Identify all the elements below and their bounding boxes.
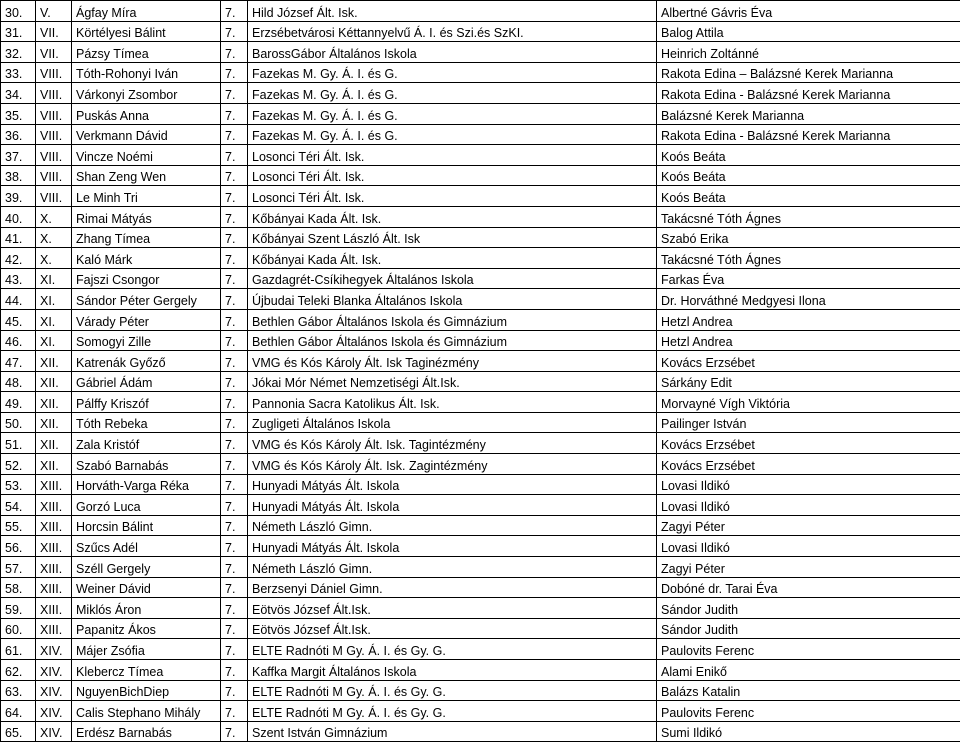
district-cell: XI.	[36, 309, 72, 330]
grade-cell: 7.	[221, 248, 248, 269]
student-name-cell: Shan Zeng Wen	[72, 165, 221, 186]
teacher-cell: Lovasi Ildikó	[657, 474, 960, 495]
grade-cell: 7.	[221, 62, 248, 83]
grade-cell: 7.	[221, 371, 248, 392]
school-cell: Németh László Gimn.	[248, 557, 657, 578]
school-cell: BarossGábor Általános Iskola	[248, 42, 657, 63]
rank-cell: 43.	[1, 268, 36, 289]
grade-cell: 7.	[221, 680, 248, 701]
district-cell: XIII.	[36, 577, 72, 598]
student-name-cell: Szűcs Adél	[72, 536, 221, 557]
table-row	[1, 412, 960, 433]
teacher-cell: Takácsné Tóth Ágnes	[657, 248, 960, 269]
grade-cell: 7.	[221, 351, 248, 372]
student-name-cell: Papanitz Ákos	[72, 618, 221, 639]
student-name-cell: Rimai Mátyás	[72, 206, 221, 227]
teacher-cell: Takácsné Tóth Ágnes	[657, 206, 960, 227]
grade-cell: 7.	[221, 454, 248, 475]
teacher-cell: Heinrich Zoltánné	[657, 42, 960, 63]
teacher-cell: Sándor Judith	[657, 618, 960, 639]
teacher-cell: Sárkány Edit	[657, 371, 960, 392]
grade-cell: 7.	[221, 103, 248, 124]
rank-cell: 57.	[1, 557, 36, 578]
table-row	[1, 577, 960, 598]
teacher-cell: Farkas Éva	[657, 268, 960, 289]
grade-cell: 7.	[221, 577, 248, 598]
district-cell: XIII.	[36, 495, 72, 516]
teacher-cell: Alami Enikő	[657, 660, 960, 681]
district-cell: XIII.	[36, 474, 72, 495]
student-name-cell: Fajszi Csongor	[72, 268, 221, 289]
grade-cell: 7.	[221, 515, 248, 536]
student-name-cell: Széll Gergely	[72, 557, 221, 578]
teacher-cell: Kovács Erzsébet	[657, 351, 960, 372]
student-name-cell: Horváth-Varga Réka	[72, 474, 221, 495]
student-name-cell: Miklós Áron	[72, 598, 221, 619]
grade-cell: 7.	[221, 557, 248, 578]
table-row	[1, 474, 960, 495]
school-cell: ELTE Radnóti M Gy. Á. I. és Gy. G.	[248, 639, 657, 660]
teacher-cell: Hetzl Andrea	[657, 330, 960, 351]
district-cell: VIII.	[36, 62, 72, 83]
school-cell: Bethlen Gábor Általános Iskola és Gimnázium	[248, 309, 657, 330]
district-cell: VII.	[36, 21, 72, 42]
grade-cell: 7.	[221, 1, 248, 22]
rank-cell: 30.	[1, 1, 36, 22]
district-cell: X.	[36, 227, 72, 248]
school-cell: Pannonia Sacra Katolikus Ált. Isk.	[248, 392, 657, 413]
table-row	[1, 598, 960, 619]
school-cell: Kőbányai Kada Ált. Isk.	[248, 248, 657, 269]
rank-cell: 44.	[1, 289, 36, 310]
school-cell: Berzsenyi Dániel Gimn.	[248, 577, 657, 598]
grade-cell: 7.	[221, 660, 248, 681]
school-cell: VMG és Kós Károly Ált. Isk Taginézmény	[248, 351, 657, 372]
teacher-cell: Paulovits Ferenc	[657, 639, 960, 660]
teacher-cell: Balázs Katalin	[657, 680, 960, 701]
school-cell: Újbudai Teleki Blanka Általános Iskola	[248, 289, 657, 310]
student-name-cell: Somogyi Zille	[72, 330, 221, 351]
table-row	[1, 392, 960, 413]
grade-cell: 7.	[221, 618, 248, 639]
school-cell: Hunyadi Mátyás Ált. Iskola	[248, 495, 657, 516]
district-cell: VIII.	[36, 124, 72, 145]
rank-cell: 40.	[1, 206, 36, 227]
district-cell: XII.	[36, 371, 72, 392]
rank-cell: 32.	[1, 42, 36, 63]
teacher-cell: Kovács Erzsébet	[657, 433, 960, 454]
grade-cell: 7.	[221, 227, 248, 248]
school-cell: Hunyadi Mátyás Ált. Iskola	[248, 536, 657, 557]
district-cell: VIII.	[36, 83, 72, 104]
teacher-cell: Lovasi Ildikó	[657, 536, 960, 557]
teacher-cell: Hetzl Andrea	[657, 309, 960, 330]
grade-cell: 7.	[221, 42, 248, 63]
student-name-cell: Verkmann Dávid	[72, 124, 221, 145]
student-name-cell: Vincze Noémi	[72, 145, 221, 166]
grade-cell: 7.	[221, 289, 248, 310]
grade-cell: 7.	[221, 21, 248, 42]
results-table-body	[1, 1, 960, 742]
student-name-cell: Gábriel Ádám	[72, 371, 221, 392]
table-row	[1, 536, 960, 557]
rank-cell: 47.	[1, 351, 36, 372]
district-cell: VIII.	[36, 165, 72, 186]
school-cell: Eötvös József Ált.Isk.	[248, 618, 657, 639]
table-row	[1, 1, 960, 22]
teacher-cell: Rakota Edina – Balázsné Kerek Marianna	[657, 62, 960, 83]
school-cell: Fazekas M. Gy. Á. I. és G.	[248, 124, 657, 145]
rank-cell: 38.	[1, 165, 36, 186]
district-cell: VIII.	[36, 103, 72, 124]
student-name-cell: Pálffy Kriszóf	[72, 392, 221, 413]
student-name-cell: Ágfay Míra	[72, 1, 221, 22]
student-name-cell: Zhang Tímea	[72, 227, 221, 248]
teacher-cell: Balázsné Kerek Marianna	[657, 103, 960, 124]
teacher-cell: Dobóné dr. Tarai Éva	[657, 577, 960, 598]
table-row	[1, 62, 960, 83]
district-cell: X.	[36, 248, 72, 269]
table-row	[1, 557, 960, 578]
table-row	[1, 206, 960, 227]
table-row	[1, 21, 960, 42]
teacher-cell: Koós Beáta	[657, 186, 960, 207]
school-cell: Jókai Mór Német Nemzetiségi Ált.Isk.	[248, 371, 657, 392]
table-row	[1, 165, 960, 186]
grade-cell: 7.	[221, 330, 248, 351]
rank-cell: 35.	[1, 103, 36, 124]
table-row	[1, 103, 960, 124]
rank-cell: 63.	[1, 680, 36, 701]
student-name-cell: Weiner Dávid	[72, 577, 221, 598]
table-row	[1, 289, 960, 310]
rank-cell: 50.	[1, 412, 36, 433]
grade-cell: 7.	[221, 124, 248, 145]
district-cell: V.	[36, 1, 72, 22]
rank-cell: 31.	[1, 21, 36, 42]
district-cell: XIII.	[36, 557, 72, 578]
school-cell: Eötvös József Ált.Isk.	[248, 598, 657, 619]
table-row	[1, 371, 960, 392]
rank-cell: 58.	[1, 577, 36, 598]
school-cell: ELTE Radnóti M Gy. Á. I. és Gy. G.	[248, 701, 657, 722]
grade-cell: 7.	[221, 536, 248, 557]
student-name-cell: Kaló Márk	[72, 248, 221, 269]
teacher-cell: Morvayné Vígh Viktória	[657, 392, 960, 413]
grade-cell: 7.	[221, 268, 248, 289]
grade-cell: 7.	[221, 598, 248, 619]
rank-cell: 45.	[1, 309, 36, 330]
grade-cell: 7.	[221, 474, 248, 495]
teacher-cell: Szabó Erika	[657, 227, 960, 248]
grade-cell: 7.	[221, 433, 248, 454]
student-name-cell: NguyenBichDiep	[72, 680, 221, 701]
school-cell: Gazdagrét-Csíkihegyek Általános Iskola	[248, 268, 657, 289]
grade-cell: 7.	[221, 186, 248, 207]
table-row	[1, 309, 960, 330]
district-cell: XIV.	[36, 701, 72, 722]
grade-cell: 7.	[221, 701, 248, 722]
school-cell: Losonci Téri Ált. Isk.	[248, 145, 657, 166]
school-cell: VMG és Kós Károly Ált. Isk. Tagintézmény	[248, 433, 657, 454]
rank-cell: 55.	[1, 515, 36, 536]
district-cell: XII.	[36, 392, 72, 413]
school-cell: Kőbányai Szent László Ált. Isk	[248, 227, 657, 248]
rank-cell: 41.	[1, 227, 36, 248]
table-row	[1, 83, 960, 104]
school-cell: Hunyadi Mátyás Ált. Iskola	[248, 474, 657, 495]
teacher-cell: Paulovits Ferenc	[657, 701, 960, 722]
rank-cell: 53.	[1, 474, 36, 495]
school-cell: Losonci Téri Ált. Isk.	[248, 186, 657, 207]
table-row	[1, 618, 960, 639]
school-cell: Losonci Téri Ált. Isk.	[248, 165, 657, 186]
school-cell: Németh László Gimn.	[248, 515, 657, 536]
student-name-cell: Sándor Péter Gergely	[72, 289, 221, 310]
table-row	[1, 145, 960, 166]
teacher-cell: Kovács Erzsébet	[657, 454, 960, 475]
grade-cell: 7.	[221, 639, 248, 660]
rank-cell: 51.	[1, 433, 36, 454]
student-name-cell: Horcsin Bálint	[72, 515, 221, 536]
student-name-cell: Zala Kristóf	[72, 433, 221, 454]
rank-cell: 59.	[1, 598, 36, 619]
district-cell: VIII.	[36, 145, 72, 166]
district-cell: XIII.	[36, 515, 72, 536]
table-row	[1, 433, 960, 454]
grade-cell: 7.	[221, 721, 248, 742]
student-name-cell: Várady Péter	[72, 309, 221, 330]
table-row	[1, 330, 960, 351]
table-row	[1, 248, 960, 269]
rank-cell: 56.	[1, 536, 36, 557]
teacher-cell: Zagyi Péter	[657, 557, 960, 578]
school-cell: Szent István Gimnázium	[248, 721, 657, 742]
table-row	[1, 124, 960, 145]
student-name-cell: Tóth Rebeka	[72, 412, 221, 433]
table-row	[1, 639, 960, 660]
rank-cell: 36.	[1, 124, 36, 145]
student-name-cell: Pázsy Tímea	[72, 42, 221, 63]
school-cell: Erzsébetvárosi Kéttannyelvű Á. I. és Szi.és SzKI.	[248, 21, 657, 42]
district-cell: X.	[36, 206, 72, 227]
table-row	[1, 351, 960, 372]
rank-cell: 33.	[1, 62, 36, 83]
school-cell: Bethlen Gábor Általános Iskola és Gimnázium	[248, 330, 657, 351]
district-cell: XII.	[36, 433, 72, 454]
rank-cell: 62.	[1, 660, 36, 681]
rank-cell: 65.	[1, 721, 36, 742]
teacher-cell: Koós Beáta	[657, 145, 960, 166]
rank-cell: 37.	[1, 145, 36, 166]
district-cell: XI.	[36, 330, 72, 351]
grade-cell: 7.	[221, 165, 248, 186]
district-cell: XII.	[36, 454, 72, 475]
rank-cell: 52.	[1, 454, 36, 475]
rank-cell: 48.	[1, 371, 36, 392]
teacher-cell: Rakota Edina - Balázsné Kerek Marianna	[657, 124, 960, 145]
district-cell: XIV.	[36, 660, 72, 681]
rank-cell: 61.	[1, 639, 36, 660]
school-cell: VMG és Kós Károly Ált. Isk. Zagintézmény	[248, 454, 657, 475]
district-cell: XIV.	[36, 721, 72, 742]
teacher-cell: Balog Attila	[657, 21, 960, 42]
district-cell: XIII.	[36, 598, 72, 619]
table-row	[1, 227, 960, 248]
school-cell: Fazekas M. Gy. Á. I. és G.	[248, 103, 657, 124]
grade-cell: 7.	[221, 145, 248, 166]
student-name-cell: Körtélyesi Bálint	[72, 21, 221, 42]
teacher-cell: Dr. Horváthné Medgyesi Ilona	[657, 289, 960, 310]
rank-cell: 54.	[1, 495, 36, 516]
student-name-cell: Szabó Barnabás	[72, 454, 221, 475]
student-name-cell: Klebercz Tímea	[72, 660, 221, 681]
teacher-cell: Sándor Judith	[657, 598, 960, 619]
student-name-cell: Puskás Anna	[72, 103, 221, 124]
district-cell: VII.	[36, 42, 72, 63]
district-cell: VIII.	[36, 186, 72, 207]
table-row	[1, 515, 960, 536]
district-cell: XIV.	[36, 639, 72, 660]
district-cell: XIV.	[36, 680, 72, 701]
teacher-cell: Lovasi Ildikó	[657, 495, 960, 516]
student-name-cell: Gorzó Luca	[72, 495, 221, 516]
rank-cell: 34.	[1, 83, 36, 104]
student-name-cell: Májer Zsófia	[72, 639, 221, 660]
teacher-cell: Koós Beáta	[657, 165, 960, 186]
rank-cell: 42.	[1, 248, 36, 269]
district-cell: XIII.	[36, 618, 72, 639]
grade-cell: 7.	[221, 392, 248, 413]
rank-cell: 46.	[1, 330, 36, 351]
table-row	[1, 454, 960, 475]
school-cell: ELTE Radnóti M Gy. Á. I. és Gy. G.	[248, 680, 657, 701]
grade-cell: 7.	[221, 83, 248, 104]
table-row	[1, 186, 960, 207]
rank-cell: 64.	[1, 701, 36, 722]
student-name-cell: Calis Stephano Mihály	[72, 701, 221, 722]
grade-cell: 7.	[221, 206, 248, 227]
district-cell: XIII.	[36, 536, 72, 557]
table-row	[1, 701, 960, 722]
rank-cell: 39.	[1, 186, 36, 207]
school-cell: Kőbányai Kada Ált. Isk.	[248, 206, 657, 227]
district-cell: XI.	[36, 268, 72, 289]
district-cell: XII.	[36, 351, 72, 372]
rank-cell: 60.	[1, 618, 36, 639]
student-name-cell: Katrenák Győző	[72, 351, 221, 372]
district-cell: XII.	[36, 412, 72, 433]
school-cell: Fazekas M. Gy. Á. I. és G.	[248, 62, 657, 83]
student-name-cell: Erdész Barnabás	[72, 721, 221, 742]
student-name-cell: Le Minh Tri	[72, 186, 221, 207]
teacher-cell: Zagyi Péter	[657, 515, 960, 536]
school-cell: Hild József Ált. Isk.	[248, 1, 657, 22]
student-name-cell: Várkonyi Zsombor	[72, 83, 221, 104]
table-row	[1, 660, 960, 681]
table-row	[1, 680, 960, 701]
table-row	[1, 721, 960, 742]
grade-cell: 7.	[221, 412, 248, 433]
table-row	[1, 495, 960, 516]
student-name-cell: Tóth-Rohonyi Iván	[72, 62, 221, 83]
school-cell: Zugligeti Általános Iskola	[248, 412, 657, 433]
teacher-cell: Albertné Gávris Éva	[657, 1, 960, 22]
teacher-cell: Pailinger István	[657, 412, 960, 433]
table-row	[1, 268, 960, 289]
school-cell: Kaffka Margit Általános Iskola	[248, 660, 657, 681]
rank-cell: 49.	[1, 392, 36, 413]
school-cell: Fazekas M. Gy. Á. I. és G.	[248, 83, 657, 104]
district-cell: XI.	[36, 289, 72, 310]
teacher-cell: Sumi Ildikó	[657, 721, 960, 742]
table-row	[1, 42, 960, 63]
teacher-cell: Rakota Edina - Balázsné Kerek Marianna	[657, 83, 960, 104]
grade-cell: 7.	[221, 309, 248, 330]
grade-cell: 7.	[221, 495, 248, 516]
